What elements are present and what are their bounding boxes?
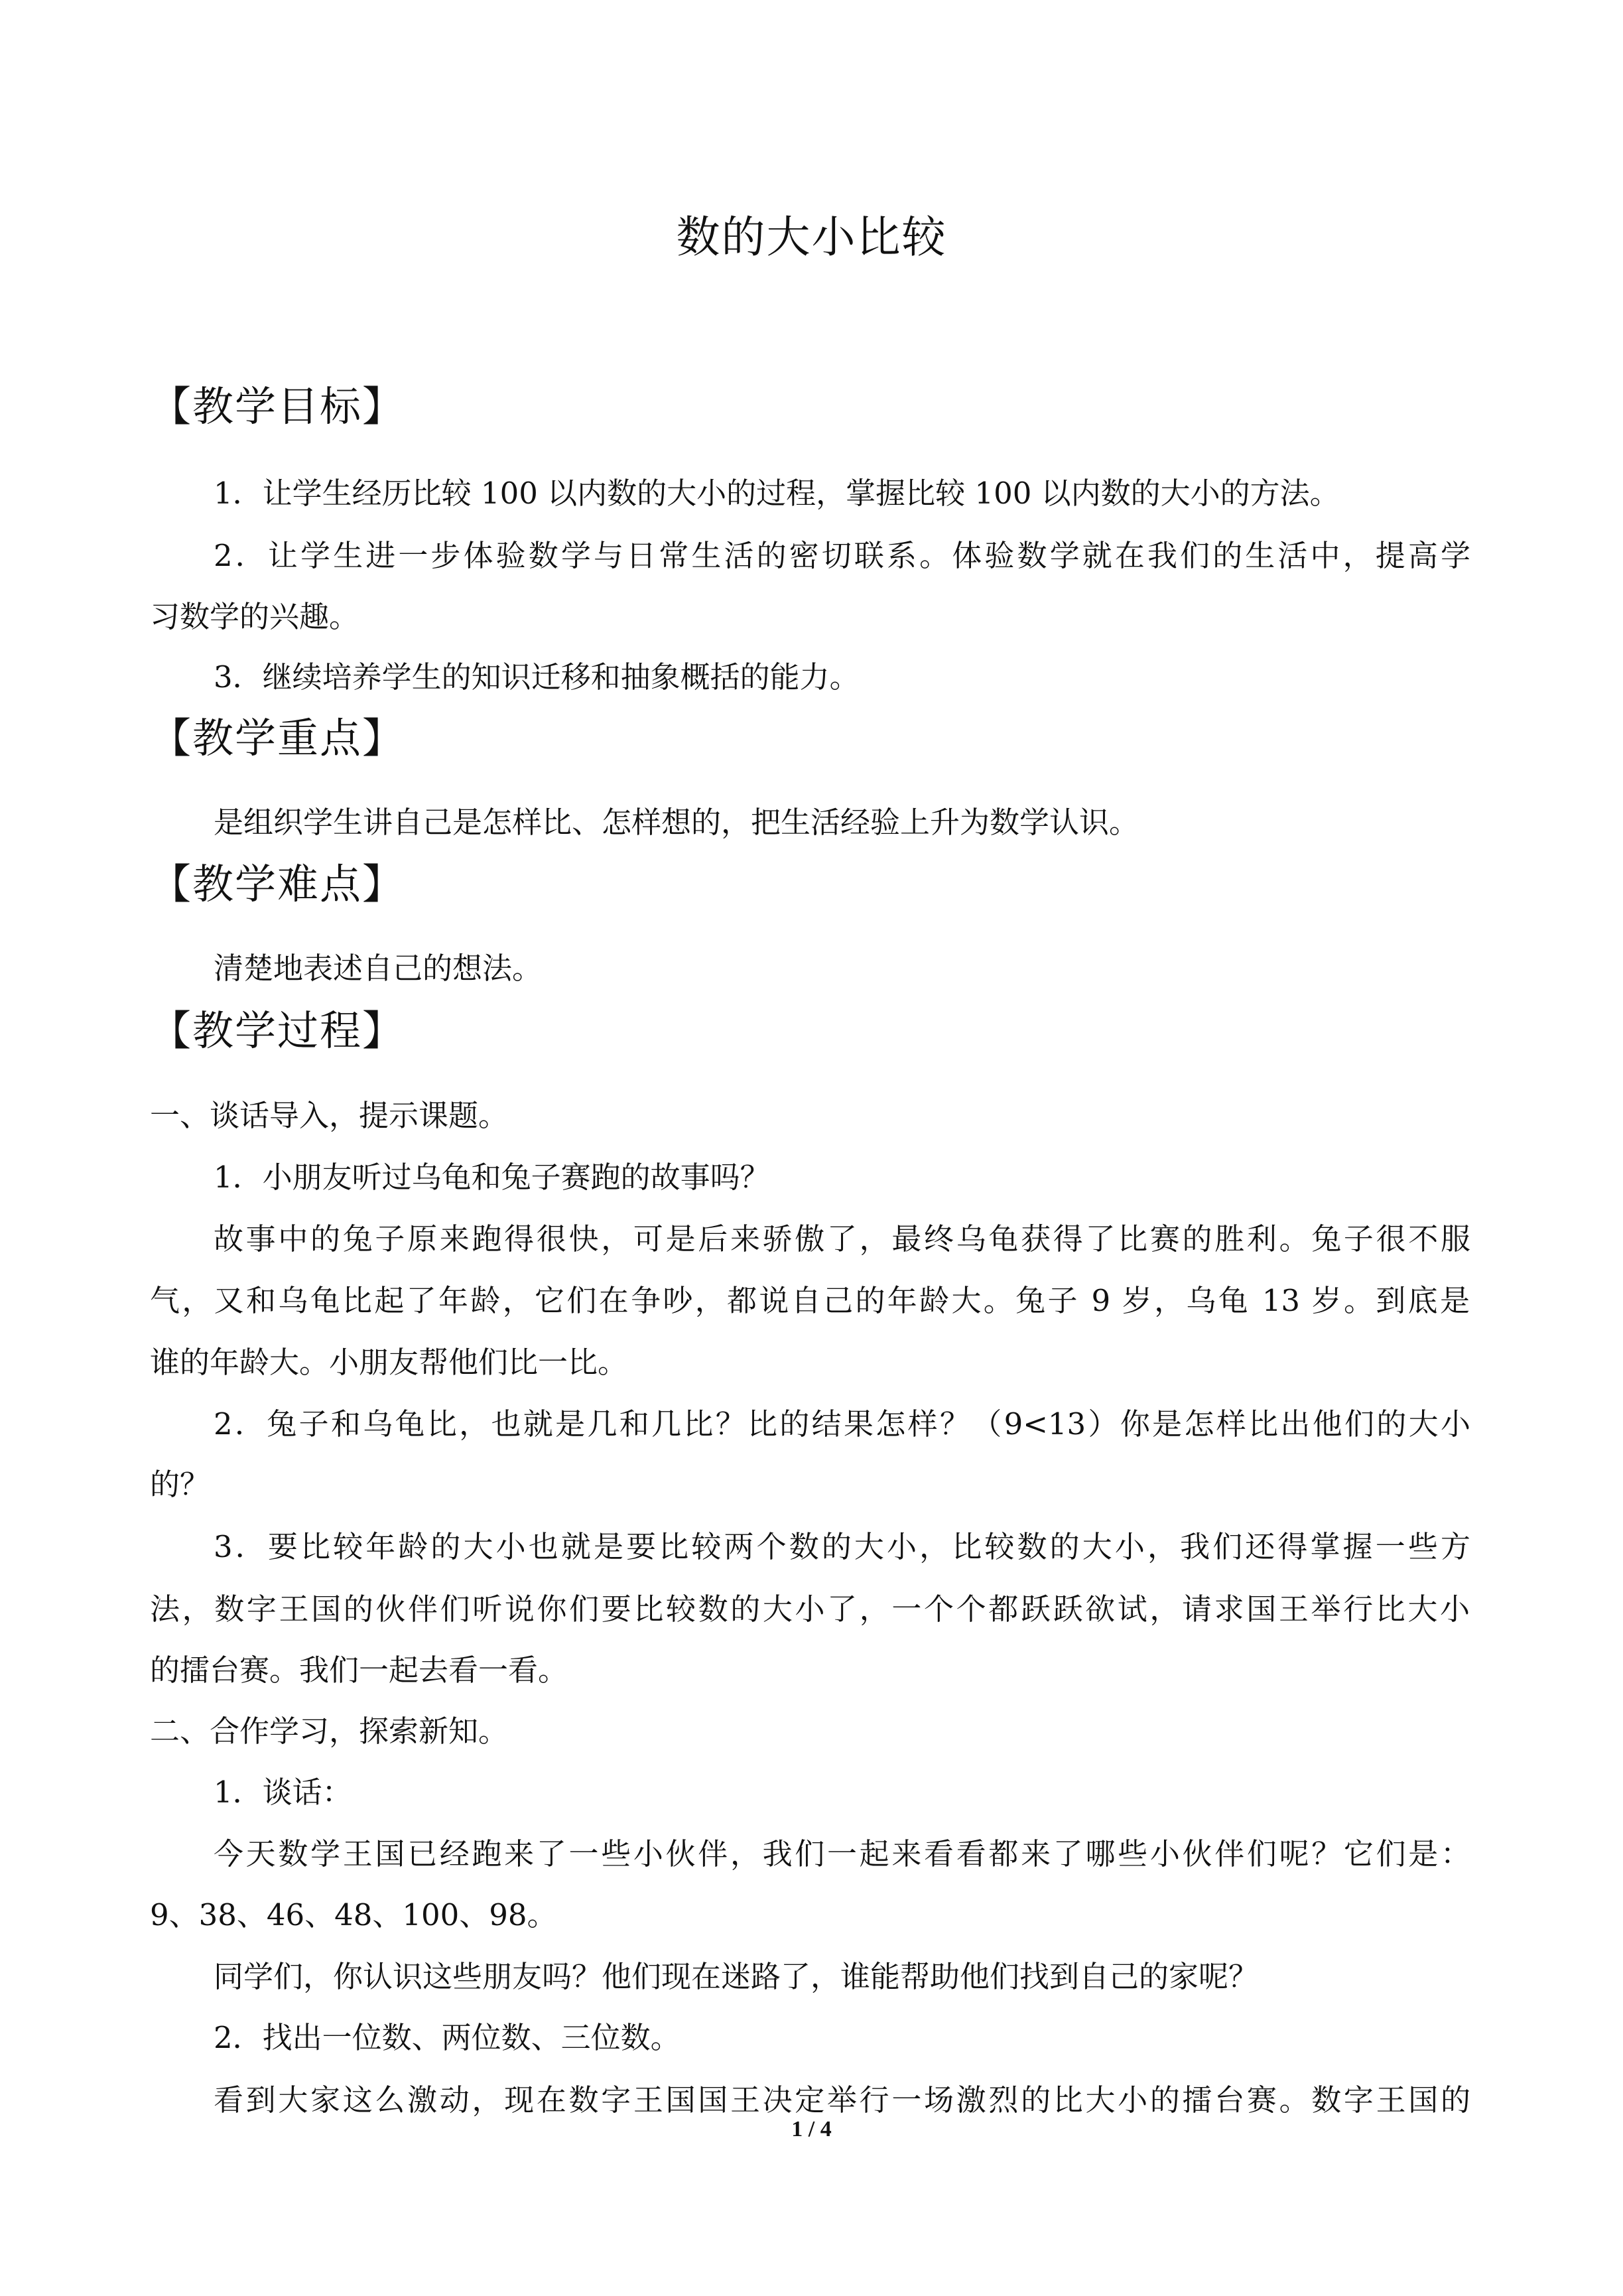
paragraph-line: 一、谈话导入，提示课题。 bbox=[150, 1098, 509, 1133]
page-title: 数的大小比较 bbox=[676, 212, 947, 263]
paragraph-line: 谁的年龄大。小朋友帮他们比一比。 bbox=[150, 1345, 628, 1380]
paragraph-line: 同学们，你认识这些朋友吗？他们现在迷路了，谁能帮助他们找到自己的家呢？ bbox=[214, 1959, 1259, 1994]
section-heading-objectives: 【教学目标】 bbox=[150, 382, 405, 431]
paragraph-line: 2．找出一位数、两位数、三位数。 bbox=[214, 2020, 681, 2055]
paragraph-line: 气，又和乌龟比起了年龄，它们在争吵，都说自己的年龄大。兔子 9 岁，乌龟 13 岁。到底是 bbox=[150, 1283, 1470, 1318]
paragraph-line: 1．让学生经历比较 100 以内数的大小的过程，掌握比较 100 以内数的大小的方法。 bbox=[214, 476, 1340, 511]
paragraph-line: 1．谈话： bbox=[214, 1775, 352, 1810]
paragraph-line: 清楚地表述自己的想法。 bbox=[214, 951, 543, 986]
paragraph-line: 的？ bbox=[150, 1467, 210, 1502]
paragraph-line: 看到大家这么激动，现在数字王国国王决定举行一场激烈的比大小的擂台赛。数字王国的 bbox=[214, 2082, 1470, 2118]
paragraph-line: 1．小朋友听过乌龟和兔子赛跑的故事吗？ bbox=[214, 1160, 770, 1195]
paragraph-line: 2．兔子和乌龟比，也就是几和几比？比的结果怎样？（9<13）你是怎样比出他们的大小 bbox=[214, 1406, 1470, 1442]
paragraph-line: 法，数字王国的伙伴们听说你们要比较数的大小了，一个个都跃跃欲试，请求国王举行比大小 bbox=[150, 1591, 1470, 1627]
paragraph-line: 是组织学生讲自己是怎样比、怎样想的，把生活经验上升为数学认识。 bbox=[214, 805, 1139, 840]
paragraph-line: 3．要比较年龄的大小也就是要比较两个数的大小，比较数的大小，我们还得掌握一些方 bbox=[214, 1529, 1470, 1564]
page-number: 1 / 4 bbox=[791, 2117, 832, 2141]
paragraph-line: 3．继续培养学生的知识迁移和抽象概括的能力。 bbox=[214, 659, 860, 695]
section-heading-key-points: 【教学重点】 bbox=[150, 714, 405, 762]
paragraph-line: 习数学的兴趣。 bbox=[150, 599, 359, 634]
paragraph-line: 9、38、46、48、100、98。 bbox=[150, 1897, 557, 1932]
paragraph-line: 故事中的兔子原来跑得很快，可是后来骄傲了，最终乌龟获得了比赛的胜利。兔子很不服 bbox=[214, 1221, 1470, 1256]
paragraph-line: 今天数学王国已经跑来了一些小伙伴，我们一起来看看都来了哪些小伙伴们呢？它们是： bbox=[214, 1836, 1470, 1871]
section-heading-difficulties: 【教学难点】 bbox=[150, 860, 405, 908]
section-heading-process: 【教学过程】 bbox=[150, 1006, 405, 1055]
paragraph-line: 二、合作学习，探索新知。 bbox=[150, 1714, 509, 1749]
paragraph-line: 的擂台赛。我们一起去看一看。 bbox=[150, 1653, 568, 1688]
paragraph-line: 2．让学生进一步体验数学与日常生活的密切联系。体验数学就在我们的生活中，提高学 bbox=[214, 538, 1470, 573]
